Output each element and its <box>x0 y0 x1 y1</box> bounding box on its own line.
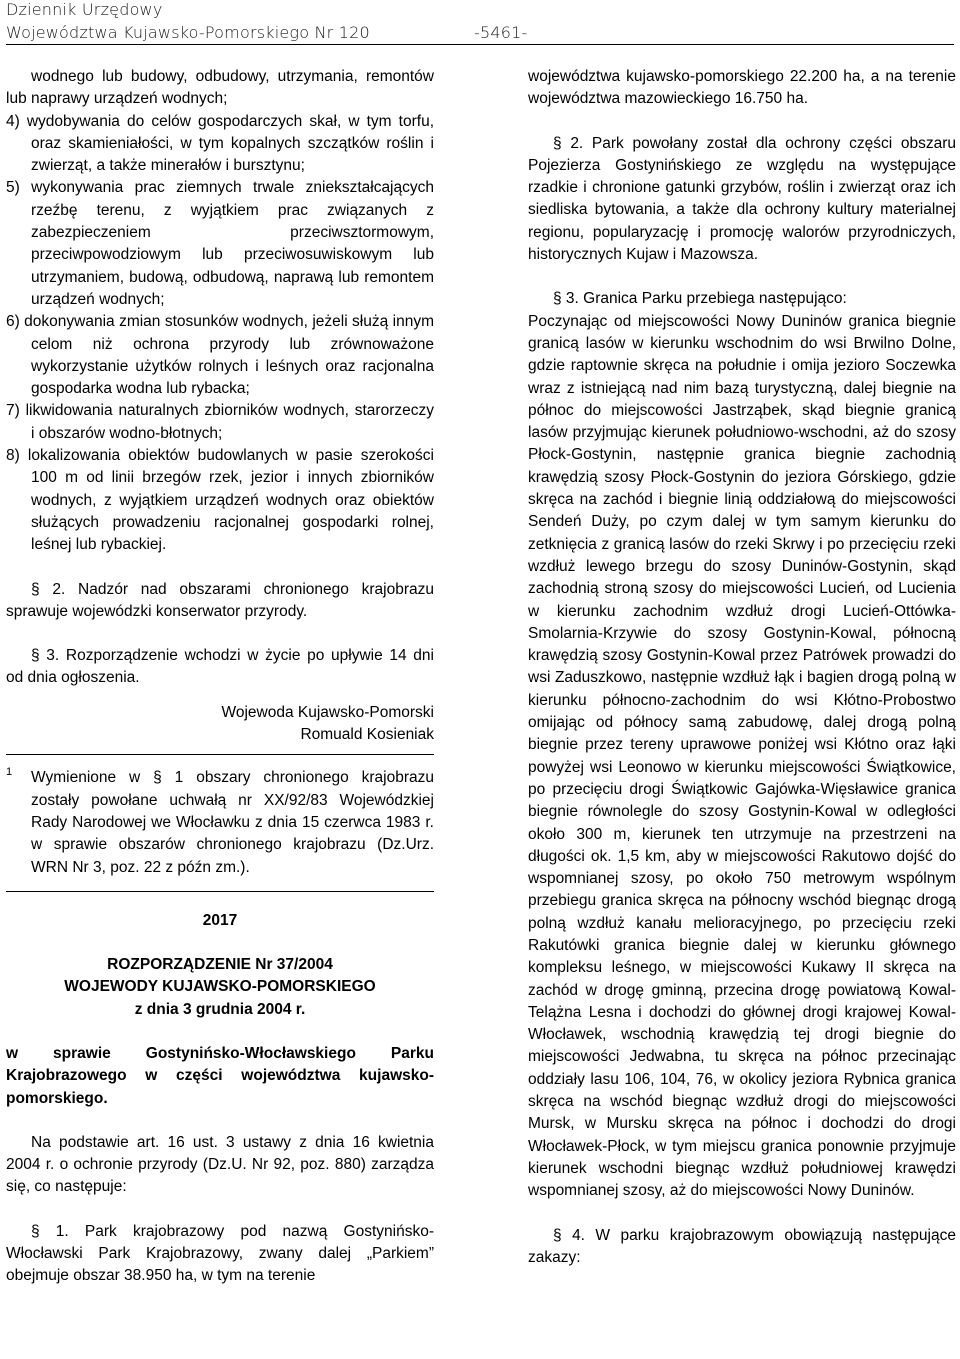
journal-region: Województwa Kujawsko-Pomorskiego Nr 120 <box>6 23 370 42</box>
paragraph-1-continuation: województwa kujawsko-pomorskiego 22.200 ha, a na terenie województwa mazowieckiego 16.750 ha. <box>528 68 956 108</box>
act-subject: w sprawie Gostynińsko-Włocławskiego Parku Krajobrazowego w części województwa kujawsko-pomorskiego. <box>6 1044 434 1107</box>
footnote-divider <box>6 754 434 755</box>
paragraph-2: § 2. Nadzór nad obszarami chronionego krajobrazu sprawuje wojewódzki konserwator przyrody. <box>6 580 434 620</box>
signature-name: Romuald Kosieniak <box>300 726 434 744</box>
journal-subtitle <box>6 23 956 43</box>
page-header <box>6 0 956 43</box>
paragraph-3-heading: § 3. Granica Parku przebiega następująco: <box>553 290 847 308</box>
paragraph-2: § 2. Park powołany został dla ochrony części obszaru Pojezierza Gostynińskiego ze względu na występujące rzadkie i chronione gatunki grzybów, roślin i zwierząt oraz ich siedliska bytowania, a także dla ochrony kultury materialnej regionu, popularyzację i promocję walorów przyrodniczych, historycznych Kujaw i Mazowsza. <box>528 134 956 264</box>
section-divider <box>6 891 434 892</box>
list-continuation: wodnego lub budowy, odbudowy, utrzymania, remontów lub naprawy urządzeń wodnych; <box>6 68 434 108</box>
journal-title: Dziennik Urzędowy <box>6 0 163 19</box>
signature-title: Wojewoda Kujawsko-Pomorski <box>221 703 434 721</box>
legal-basis: Na podstawie art. 16 ust. 3 ustawy z dnia 16 kwietnia 2004 r. o ochronie przyrody (Dz.U. Nr 92, poz. 880) zarządza się, co następuje: <box>6 1133 434 1196</box>
list-item: 8) lokalizowania obiektów budowlanych w pasie szerokości 100 m od linii brzegów rzek, jezior i innych zbiorników wodnych, z wyjątkiem urządzeń wodnych oraz obiektów służących prowadzeniu racjonalnej gospodarki rolnej, leśnej lub rybackiej. <box>6 447 434 554</box>
footnote-mark: 1 <box>6 766 13 779</box>
header-divider <box>6 44 954 45</box>
footnote-text: Wymienione w § 1 obszary chronionego krajobrazu zostały powołane uchwałą nr XX/92/83 Wojewódzkiej Rady Narodowej we Włocławku z dnia 15 czerwca 1983 r. w sprawie obszarów chronionego krajobrazu (Dz.Urz. WRN Nr 3, poz. 22 z późn zm.). <box>31 769 434 876</box>
act-date: z dnia 3 grudnia 2004 r. <box>134 1000 306 1018</box>
list-item: 6) dokonywania zmian stosunków wodnych, jeżeli służą innym celom niż ochrona przyrody lub zrównoważone wykorzystanie użytków rolnych i leśnych oraz racjonalna gospodarka wodna lub rybacka; <box>6 313 434 398</box>
act-title: ROZPORZĄDZENIE Nr 37/2004 <box>107 956 333 974</box>
paragraph-3: § 3. Rozporządzenie wchodzi w życie po upływie 14 dni od dnia ogłoszenia. <box>6 647 434 687</box>
footnote <box>6 767 434 878</box>
paragraph-1: § 1. Park krajobrazowy pod nazwą Gostynińsko-Włocławski Park Krajobrazowy, zwany dalej „Parkiem” obejmuje obszar 38.950 ha, w tym na terenie <box>6 1222 434 1285</box>
position-number: 2017 <box>202 911 238 929</box>
right-column <box>528 66 956 1269</box>
list-item: 7) likwidowania naturalnych zbiorników wodnych, starorzeczy i obszarów wodno-błotnych; <box>6 402 434 442</box>
list-item: 5) wykonywania prac ziemnych trwale zniekształcających rzeźbę terenu, z wyjątkiem prac związanych z zabezpieczeniem przeciwsztormowym, przeciwpowodziowym lub przeciwosuwiskowym lub utrzymaniem, budową, odbudową, naprawą lub remontem urządzeń wodnych; <box>6 179 434 308</box>
page-number: -5461- <box>474 23 528 42</box>
list-item: 4) wydobywania do celów gospodarczych skał, w tym torfu, oraz skamieniałości, w tym kopalnych szczątków roślin i zwierząt, a także minerałów i bursztynu; <box>6 112 434 175</box>
paragraph-3-body: Poczynając od miejscowości Nowy Duninów granica biegnie granicą lasów w kierunku wschodnim do wsi Brwilno Dolne, gdzie raptownie skręca na południe i omija jezioro Soczewka wraz z istniejącą nad nim bazą turystyczną, dalej biegnie na północ do miejscowości Jastrząbek, skąd biegnie granicą lasów przyjmując kierunek południowo-wschodni, aż do szosy Płock-Gostynin, następnie granica biegnie zachodnią krawędzią szosy Płock-Gostynin do jeziora Górskiego, gdzie skręca na zachód i biegnie linią oddziałową do miejscowości Sendeń Duży, po czym dalej w tym samym kierunku do zetknięcia z granicą lasów do rzeki Skrwy i po przecięciu rzeki wzdłuż lewego brzegu do szosy Duninów-Gostynin, skąd zachodnią stroną szosy do miejscowości Lucień, od Lucienia w kierunku zachodnim wzdłuż drogi Lucień-Ottówka-Smolarnia-Krzywie do szosy Gostynin-Kowal, północną krawędzią szosy Gostynin-Kowal przez Patrówek prowadzi do wsi Zaduszkowo, następnie wzdłuż łąk i bagien drogą polną w kierunku północno-zachodnim do wsi Kłótno-Probostwo omijając od północy samą zabudowę, dalej drogą polną biegnie przez tereny uprawowe poniżej wsi Kłótno oraz łąki powyżej wsi Leonowo w kierunku miejscowości Świątkowice, po przecięciu drogi Świątkowic Gajówka-Więsławice granica biegnie równolegle do szosy Gostynin-Kowal w odległości około 300 m, kierunek ten utrzymuje na przestrzeni na długości ok. 1,5 km, aby w miejscowości Rakutowo dojść do wspomnianej szosy, po około 750 metrowym wspólnym przebiegu granica skręca na północny wschód biegnąc drogą polną wzdłuż kanału melioracyjnego, po przecięciu rzeki Rakutówki granica biegnie dalej w kierunku głównego kompleksu leśnego, w miejscowości Kukawy II skręca na zachód w drogę gminną, przecina drogę powiatową Kowal-Telążna Lesna i dochodzi do głównej drogi krajowej Kowal-Włocławek, wschodnią krawędzią tej drogi biegnie do miejscowości Jedwabna, tu skręca na północ przecinając oddziały lasu 106, 104, 76, w okolicy jeziora Rybnica granica skręca na wschód biegnąc wzdłuż drogi do miejscowości Mursk, w Mursku skręca na północ i dochodzi do drogi Włocławek-Płock, w tym miejscu granica ponownie przyjmuje kierunek wschodni biegnąc wzdłuż południowej krawędzi wspomnianej szosy, aż do miejscowości Nowy Duninów. <box>528 312 956 1200</box>
left-column <box>6 66 434 1288</box>
paragraph-4: § 4. W parku krajobrazowym obowiązują następujące zakazy: <box>528 1226 956 1266</box>
act-issuer: WOJEWODY KUJAWSKO-POMORSKIEGO <box>64 978 376 996</box>
